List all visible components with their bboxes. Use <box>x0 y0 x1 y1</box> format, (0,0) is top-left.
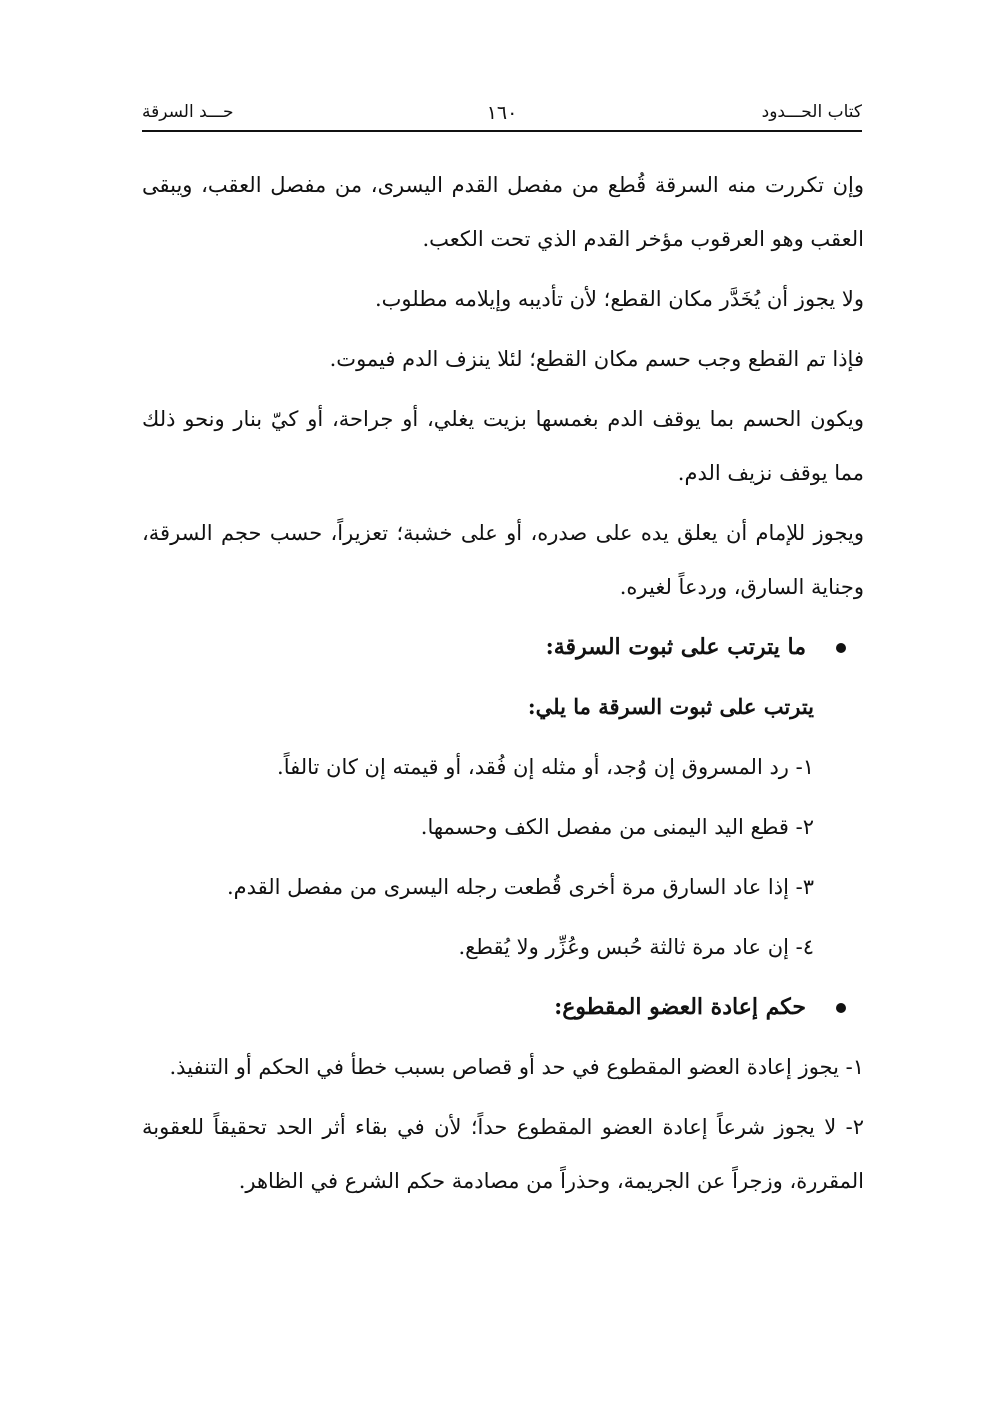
list-item: ١- يجوز إعادة العضو المقطوع في حد أو قصاص بسبب خطأ في الحكم أو التنفيذ. <box>169 1055 864 1079</box>
bullet-icon <box>836 1003 846 1013</box>
paragraph: وإن تكررت منه السرقة قُطع من مفصل القدم اليسرى، من مفصل العقب، ويبقى العقب وهو العرقوب مؤخر القدم الذي تحت الكعب. <box>142 173 864 251</box>
list-item: ٢- لا يجوز شرعاً إعادة العضو المقطوع حداً؛ لأن في بقاء أثر الحد تحقيقاً للعقوبة المقررة، وزجراً عن الجريمة، وحذراً من مصادمة حكم الشرع في الظاهر. <box>142 1115 864 1193</box>
list-item: ١- رد المسروق إن وُجد، أو مثله إن فُقد، أو قيمته إن كان تالفاً. <box>277 755 814 779</box>
book-title: كتاب الحـــدود <box>761 102 862 122</box>
page-number: ١٦٠ <box>486 102 518 124</box>
paragraph: ولا يجوز أن يُخَدَّر مكان القطع؛ لأن تأديبه وإيلامه مطلوب. <box>374 287 864 311</box>
paragraph: ويكون الحسم بما يوقف الدم بغمسها بزيت يغلي، أو جراحة، أو كيّ بنار ونحو ذلك مما يوقف نزيف الدم. <box>142 407 864 485</box>
bullet-icon <box>836 643 846 653</box>
section-heading <box>142 620 864 674</box>
list-item: ٢- قطع اليد اليمنى من مفصل الكف وحسمها. <box>420 815 814 839</box>
list-item: ٤- إن عاد مرة ثالثة حُبس وعُزِّر ولا يُقطع. <box>458 935 814 959</box>
paragraph: ويجوز للإمام أن يعلق يده على صدره، أو على خشبة؛ تعزيراً، حسب حجم السرقة، وجناية السارق، وردعاً لغيره. <box>142 521 864 599</box>
section-heading-text: ما يترتب على ثبوت السرقة: <box>545 634 806 660</box>
page-body <box>142 158 864 1208</box>
section-heading <box>142 980 864 1034</box>
list-item: ٣- إذا عاد السارق مرة أخرى قُطعت رجله اليسرى من مفصل القدم. <box>226 875 814 899</box>
page-header <box>142 96 862 132</box>
paragraph: فإذا تم القطع وجب حسم مكان القطع؛ لئلا ينزف الدم فيموت. <box>329 347 864 371</box>
section-intro: يترتب على ثبوت السرقة ما يلي: <box>527 694 814 719</box>
chapter-title: حـــد السرقة <box>142 102 234 122</box>
section-heading-text: حكم إعادة العضو المقطوع: <box>554 994 806 1020</box>
